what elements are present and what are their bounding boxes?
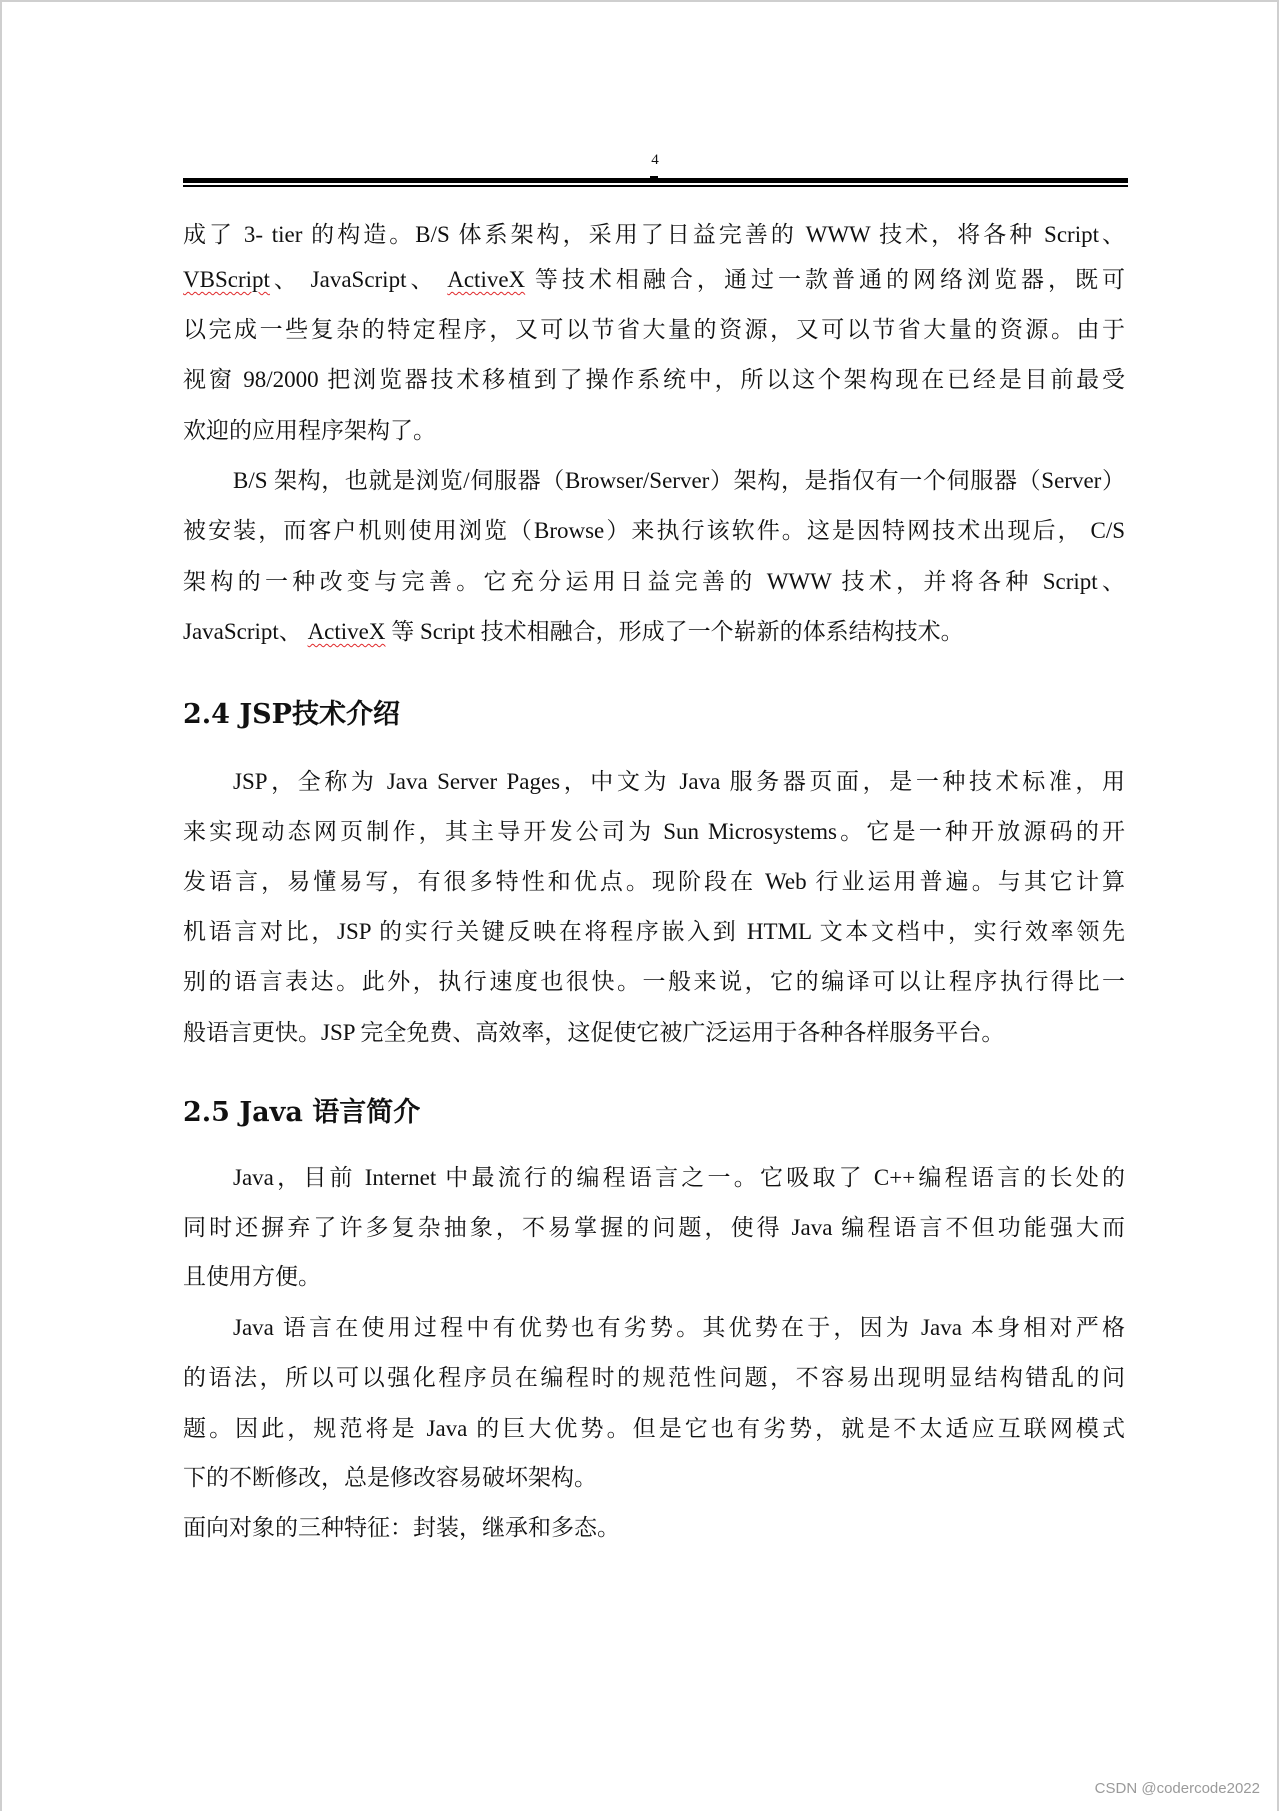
text-run: 等 Script 技术相融合，形成了一个崭新的体系结构技术。 (385, 619, 964, 644)
section-heading-2-4: 2.4 JSP技术介绍 (183, 699, 400, 730)
body-line: JSP，全称为 Java Server Pages，中文为 Java 服务器页面，是一种技术标准，用 (233, 769, 1125, 794)
spellcheck-word[interactable]: VBScript (183, 267, 270, 292)
body-line: 面向对象的三种特征：封装，继承和多态。 (183, 1515, 620, 1540)
body-line: 下的不断修改，总是修改容易破坏架构。 (183, 1465, 597, 1490)
body-line: 来实现动态网页制作，其主导开发公司为 Sun Microsystems。它是一种开放源码的开 (183, 819, 1125, 844)
text-run: 等技术相融合，通过一款普通的网络浏览器，既可 (525, 267, 1126, 292)
body-line (183, 617, 1125, 647)
body-line: 且使用方便。 (183, 1264, 321, 1289)
page-number: 4 (651, 152, 659, 168)
body-line: 同时还摒弃了许多复杂抽象，不易掌握的问题，使得 Java 编程语言不但功能强大而 (183, 1215, 1125, 1240)
body-line: 成了 3- tier 的构造。B/S 体系架构，采用了日益完善的 WWW 技术，将各种 Script、 (183, 222, 1125, 247)
text-run: 、 JavaScript、 (269, 267, 448, 292)
body-line: 欢迎的应用程序架构了。 (183, 418, 436, 443)
body-line: Java 语言在使用过程中有优势也有劣势。其优势在于，因为 Java 本身相对严格 (233, 1315, 1125, 1340)
body-line: 发语言，易懂易写，有很多特性和优点。现阶段在 Web 行业运用普遍。与其它计算 (183, 869, 1125, 894)
body-line: 被安装，而客户机则使用浏览（Browse）来执行该软件。这是因特网技术出现后， C/S (183, 518, 1125, 543)
body-line: 视窗 98/2000 把浏览器技术移植到了操作系统中，所以这个架构现在已经是目前最受 (183, 367, 1125, 392)
header-rule-thick (183, 178, 1128, 183)
text-run: JavaScript、 (183, 619, 308, 644)
spellcheck-word[interactable]: ActiveX (307, 619, 386, 644)
body-line: Java，目前 Internet 中最流行的编程语言之一。它吸取了 C++编程语言的长处的 (233, 1165, 1125, 1190)
header-rule-thin (183, 185, 1128, 187)
body-line: 别的语言表达。此外，执行速度也很快。一般来说，它的编译可以让程序执行得比一 (183, 969, 1125, 994)
watermark: CSDN @codercode2022 (1094, 1780, 1260, 1797)
body-line (183, 265, 1125, 295)
body-line: 题。因此，规范将是 Java 的巨大优势。但是它也有劣势，就是不太适应互联网模式 (183, 1416, 1125, 1441)
body-line: B/S 架构，也就是浏览/伺服器（Browser/Server）架构，是指仅有一个伺服器（Server） (233, 468, 1125, 493)
body-line: 般语言更快。JSP 完全免费、高效率，这促使它被广泛运用于各种各样服务平台。 (183, 1020, 1005, 1045)
spellcheck-word[interactable]: ActiveX (447, 267, 526, 292)
body-line: 以完成一些复杂的特定程序，又可以节省大量的资源，又可以节省大量的资源。由于 (183, 317, 1125, 342)
body-line: 架构的一种改变与完善。它充分运用日益完善的 WWW 技术，并将各种 Script、 (183, 569, 1125, 594)
body-line: 的语法，所以可以强化程序员在编程时的规范性问题，不容易出现明显结构错乱的问 (183, 1365, 1125, 1390)
body-line: 机语言对比，JSP 的实行关键反映在将程序嵌入到 HTML 文本文档中，实行效率领先 (183, 919, 1125, 944)
section-heading-2-5: 2.5 Java 语言简介 (183, 1097, 421, 1128)
